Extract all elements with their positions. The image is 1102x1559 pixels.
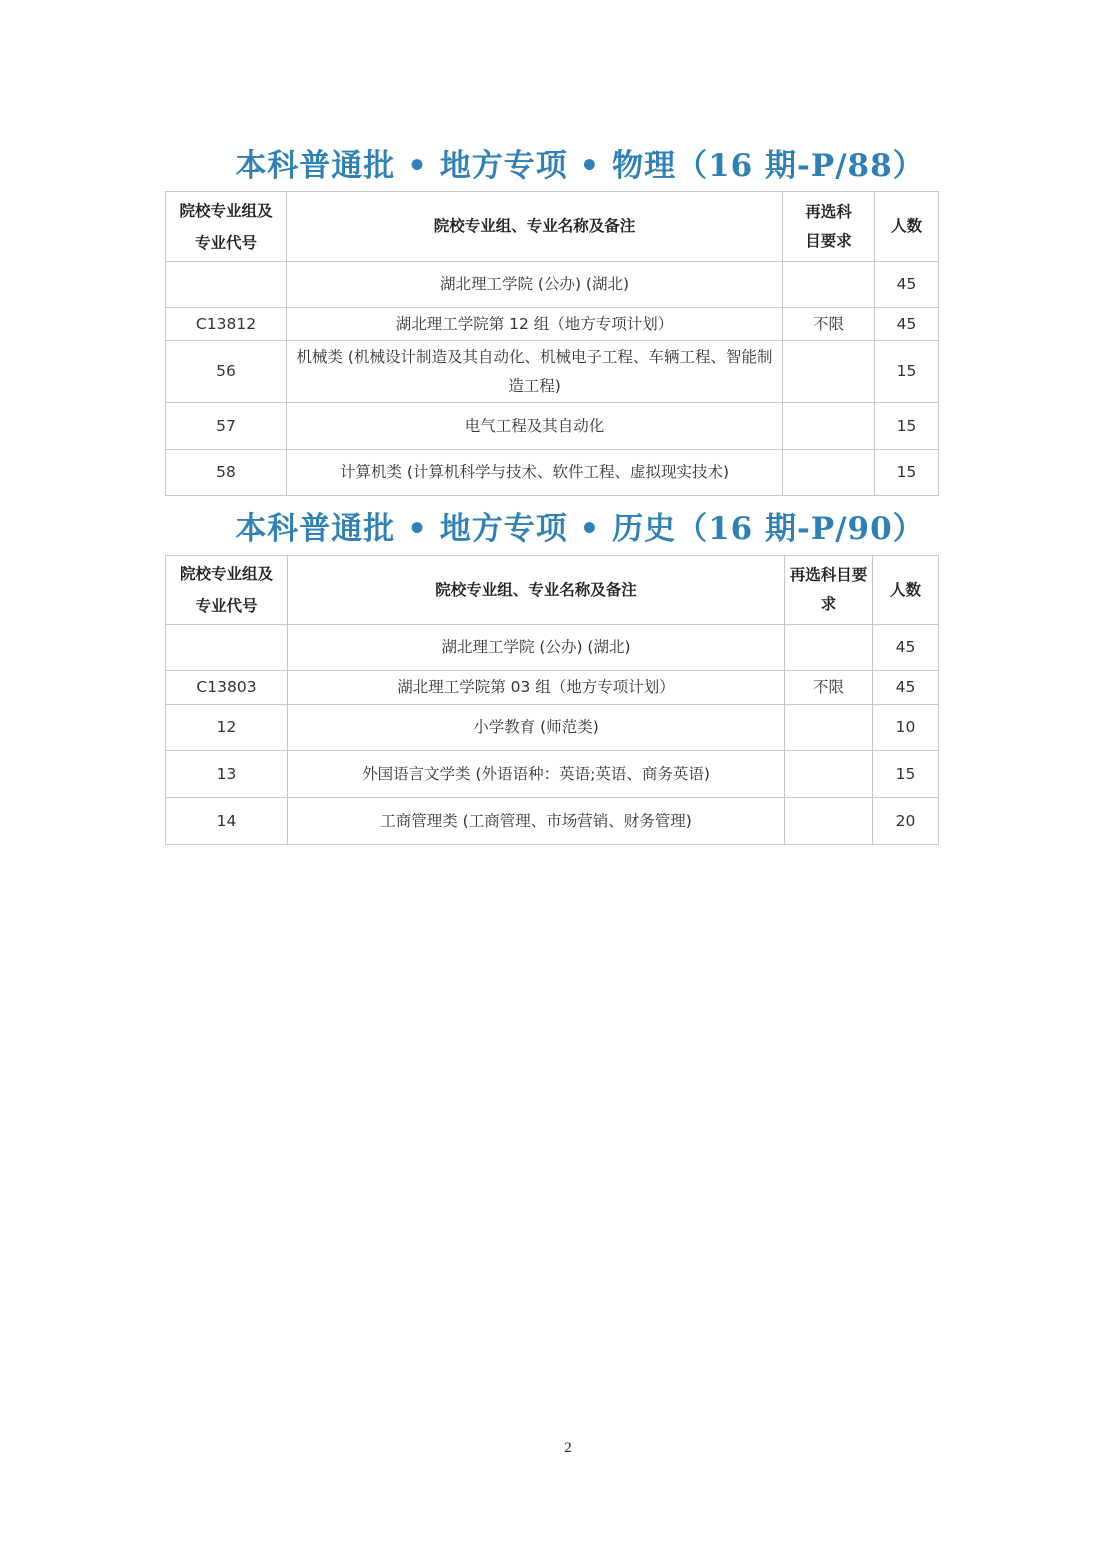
- table-physics: [165, 191, 939, 496]
- table-row: 湖北理工学院 (公办) (湖北) 45: [166, 625, 939, 671]
- header-req: 再选科目要求: [785, 556, 873, 625]
- table-row: 58 计算机类 (计算机科学与技术、软件工程、虚拟现实技术) 15: [166, 450, 939, 496]
- table-row: C13803 湖北理工学院第 03 组（地方专项计划） 不限 45: [166, 671, 939, 705]
- header-count: 人数: [875, 192, 939, 262]
- table-row: 湖北理工学院 (公办) (湖北) 45: [166, 262, 939, 308]
- section-title-history: 本科普通批 • 地方专项 • 历史（16 期-P/90）: [235, 511, 925, 547]
- header-count: 人数: [873, 556, 939, 625]
- table-header-row: [166, 556, 939, 625]
- table-row: 14 工商管理类 (工商管理、市场营销、财务管理) 20: [166, 798, 939, 845]
- header-req: 再选科目要求: [783, 192, 875, 262]
- table-row: 56 机械类 (机械设计制造及其自动化、机械电子工程、车辆工程、智能制造工程) 15: [166, 341, 939, 403]
- header-code: 院校专业组及专业代号: [166, 192, 287, 262]
- header-name: 院校专业组、专业名称及备注: [288, 556, 785, 625]
- section-title-physics: 本科普通批 • 地方专项 • 物理（16 期-P/88）: [235, 148, 925, 184]
- page-number: 2: [564, 1440, 572, 1456]
- table-row: 13 外国语言文学类 (外语语种：英语;英语、商务英语) 15: [166, 751, 939, 798]
- table-history: [165, 555, 939, 845]
- table-row: 12 小学教育 (师范类) 10: [166, 705, 939, 751]
- table-header-row: [166, 192, 939, 262]
- header-name: 院校专业组、专业名称及备注: [287, 192, 783, 262]
- table-row: 57 电气工程及其自动化 15: [166, 403, 939, 450]
- header-code: 院校专业组及专业代号: [166, 556, 288, 625]
- table-row: C13812 湖北理工学院第 12 组（地方专项计划） 不限 45: [166, 308, 939, 341]
